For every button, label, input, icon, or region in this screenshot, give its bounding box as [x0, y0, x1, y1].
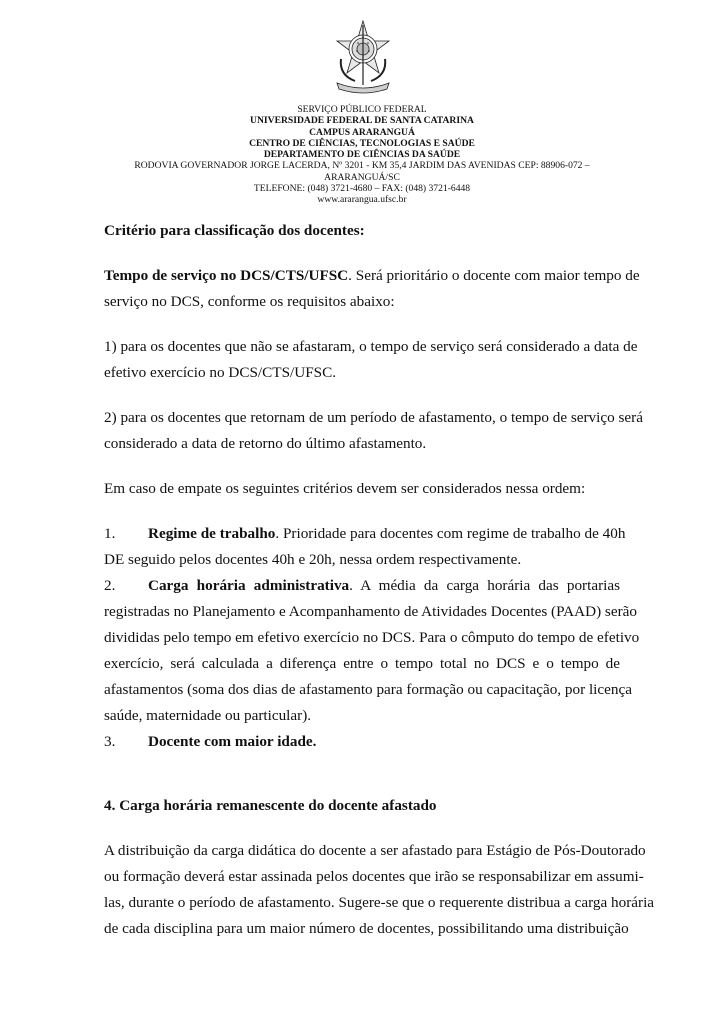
req1-line-2: efetivo exercício no DCS/CTS/UFSC.	[104, 364, 337, 381]
tempo-line-2: serviço no DCS, conforme os requisitos abaixo:	[104, 293, 395, 310]
header-line-department: DEPARTAMENTO DE CIÊNCIAS DA SAÚDE	[263, 149, 461, 161]
item1-number: 1.	[104, 525, 116, 542]
item2-bold-label: Carga horária administrativa	[148, 577, 350, 594]
header-line-website: www.ararangua.ufsc.br	[317, 194, 407, 206]
header-line-university: UNIVERSIDADE FEDERAL DE SANTA CATARINA	[250, 115, 474, 127]
tie-intro: Em caso de empate os seguintes critérios devem ser considerados nessa ordem:	[104, 480, 586, 497]
letterhead	[100, 104, 624, 206]
item3-bold-label: Docente com maior idade.	[148, 733, 317, 750]
header-line-campus: CAMPUS ARARANGUÁ	[309, 126, 415, 138]
tempo-line-1-text: . Será prioritário o docente com maior tempo de	[348, 267, 640, 284]
item3-number: 3.	[104, 733, 116, 750]
item1-line-2: DE seguido pelos docentes 40h e 20h, nessa ordem respectivamente.	[104, 551, 522, 568]
criterion-3	[104, 729, 620, 755]
criterion-2	[104, 573, 640, 729]
requirement-2	[104, 405, 643, 457]
section-4-paragraph	[104, 838, 655, 942]
sec4-line-1: A distribuição da carga didática do docente a ser afastado para Estágio de Pós-Doutorado	[104, 842, 646, 859]
coat-of-arms-seal	[331, 19, 395, 95]
sec4-line-3: las, durante o período de afastamento. Sugere-se que o requerente distribua a carga horária	[104, 894, 655, 911]
sec4-line-2: ou formação deverá estar assinada pelos docentes que irão se responsabilizar em assumi-	[104, 868, 644, 885]
item2-line-2: registradas no Planejamento e Acompanhamento de Atividades Docentes (PAAD) serão	[104, 603, 637, 620]
criterion-1	[104, 521, 626, 573]
req2-line-2: considerado a data de retorno do último afastamento.	[104, 435, 427, 452]
requirement-1	[104, 334, 638, 386]
header-line-address: RODOVIA GOVERNADOR JORGE LACERDA, Nº 3201 - KM 35,4 JARDIM DAS AVENIDAS CEP: 88906-072 –	[134, 160, 590, 172]
item2-number: 2.	[104, 577, 116, 594]
item1-line-1	[104, 521, 626, 547]
section-4-title: 4. Carga horária remanescente do docente afastado	[104, 797, 437, 814]
item2-line-3: divididas pelo tempo em efetivo exercício no DCS. Para o cômputo do tempo de efetivo	[104, 629, 640, 646]
item2-line-6: saúde, maternidade ou particular).	[104, 707, 312, 724]
item3-line-1	[104, 729, 620, 755]
item1-bold-label: Regime de trabalho	[148, 525, 276, 542]
item2-line-1	[104, 573, 620, 599]
req2-line-1: 2) para os docentes que retornam de um período de afastamento, o tempo de serviço será	[104, 409, 643, 426]
item2-line-4: exercício, será calculada a diferença entre o tempo total no DCS e o tempo de	[104, 655, 620, 672]
tie-criteria-list	[104, 521, 640, 755]
item2-line-1-text: . A média da carga horária das portarias	[349, 577, 621, 594]
criteria-title: Critério para classificação dos docentes:	[104, 222, 365, 239]
sec4-line-4: de cada disciplina para um maior número de docentes, possibilitando uma distribuição	[104, 920, 629, 937]
item2-line-5: afastamentos (soma dos dias de afastamento para formação ou capacitação, por licença	[104, 681, 632, 698]
document-body	[104, 218, 655, 942]
tempo-paragraph	[104, 263, 640, 315]
header-line-servico: SERVIÇO PÚBLICO FEDERAL	[297, 104, 427, 115]
req1-line-1: 1) para os docentes que não se afastaram, o tempo de serviço será considerado a data de	[104, 338, 638, 355]
header-line-center: CENTRO DE CIÊNCIAS, TECNOLOGIAS E SAÚDE	[249, 137, 475, 149]
tempo-bold-label: Tempo de serviço no DCS/CTS/UFSC	[104, 267, 349, 284]
header-line-city: ARARANGUÁ/SC	[324, 171, 400, 183]
header-line-phone: TELEFONE: (048) 3721-4680 – FAX: (048) 3721-6448	[253, 183, 471, 195]
tempo-line-1	[104, 263, 640, 289]
item1-line-1-text: . Prioridade para docentes com regime de trabalho de 40h	[275, 525, 626, 542]
